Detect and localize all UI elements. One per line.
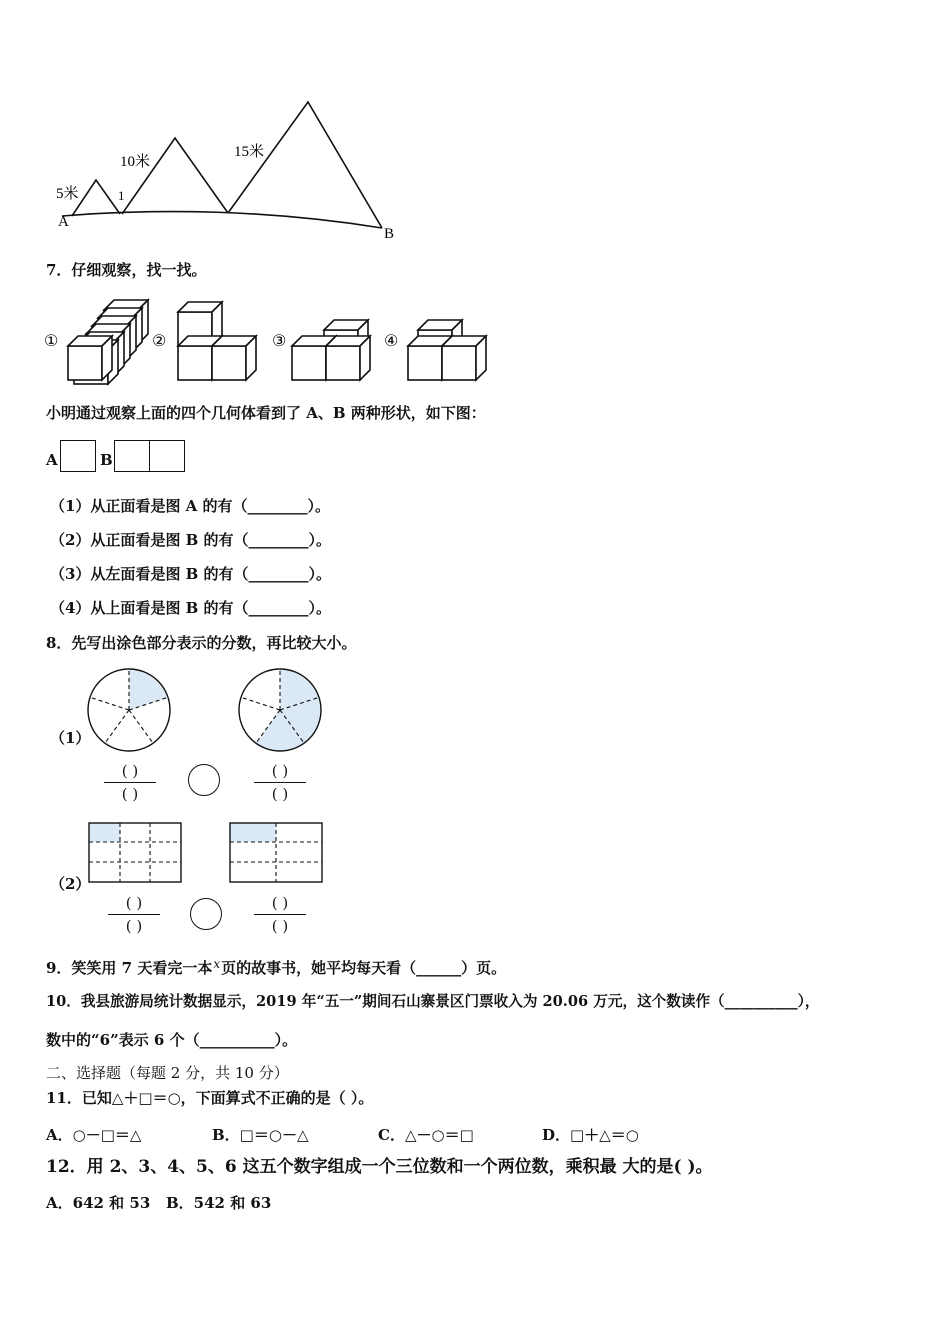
pie-2 [239,669,321,751]
shape-a-label: A [46,451,58,469]
label-1: 1 [118,188,125,203]
marker-2: ② [152,333,167,350]
cube-figure-1 [68,300,148,384]
q7-item-3: （3）从左面看是图 B 的有（________）。 [50,565,332,583]
shape-b-label: B [100,451,113,469]
q8-part2-label: （2） [50,875,91,893]
label-15m: 15米 [234,144,265,160]
fraction-blank-3[interactable] [104,894,164,935]
q11-option-a[interactable]: A．○－□＝△ [46,1126,142,1144]
q10-line2: 数中的“6”表示 6 个（__________）。 [46,1031,298,1049]
q10-line1: 10．我县旅游局统计数据显示，2019 年“五一”期间石山寨景区门票收入为 20.06 万元，这个数读作（__________）， [46,993,820,1010]
q12-option-b[interactable]: B．542 和 63 [166,1194,272,1212]
q7-item-2: （2）从正面看是图 B 的有（________）。 [50,531,332,549]
q11-option-b[interactable]: B．□＝○－△ [212,1126,309,1144]
marker-4: ④ [384,333,399,350]
q9-var: x [213,957,221,971]
fraction-num: ( ) [125,894,143,912]
marker-3: ③ [272,333,287,350]
q7-title: 7．仔细观察，找一找。 [46,261,207,279]
grid-1 [89,823,181,882]
fraction-den: ( ) [271,917,289,935]
q8-part1-label: （1） [50,729,91,747]
label-10m: 10米 [120,154,151,170]
q11-option-d[interactable]: D．□＋△＝○ [542,1126,639,1144]
q12-option-a[interactable]: A．642 和 53 [46,1194,151,1212]
cube-figures [42,296,512,388]
fraction-den: ( ) [125,917,143,935]
fraction-num: ( ) [271,762,289,780]
q7-item-4: （4）从上面看是图 B 的有（________）。 [50,599,332,617]
mountain-middle [122,138,228,214]
pie-charts [84,664,334,756]
label-a: A [58,214,69,230]
compare-circle-2[interactable] [190,898,222,930]
marker-1: ① [44,333,59,350]
cube-figure-2 [178,302,256,380]
fraction-blank-4[interactable] [250,894,310,935]
shape-a-square [60,440,96,472]
mountain-small [72,180,120,216]
q9 [46,958,506,979]
fraction-num: ( ) [121,762,139,780]
fraction-den: ( ) [271,785,289,803]
q9-after: 页的故事书，她平均每天看（______）页。 [221,959,507,977]
compare-circle-1[interactable] [188,764,220,796]
q11-title: 11．已知△＋□＝○，下面算式不正确的是（ ）。 [46,1089,374,1107]
section2-heading: 二、选择题（每题 2 分，共 10 分） [46,1064,289,1082]
q11-option-c[interactable]: C．△－○＝□ [378,1126,474,1144]
shape-b-square-1 [114,440,150,472]
ground-curve [62,212,382,228]
mountain-large [228,102,382,228]
fraction-blank-1[interactable] [100,762,160,803]
q9-before: 9．笑笑用 7 天看完一本 [46,959,213,977]
q7-intro: 小明通过观察上面的四个几何体看到了 A、B 两种形状，如下图： [46,404,486,422]
pie-1 [88,669,170,751]
grid-2 [230,823,322,882]
q8-title: 8．先写出涂色部分表示的分数，再比较大小。 [46,634,357,652]
label-5m: 5米 [56,186,79,202]
label-b: B [384,226,395,240]
mountain-figure [40,90,410,240]
cube-figure-3 [292,320,370,380]
fraction-blank-2[interactable] [250,762,310,803]
cube-figure-4 [408,320,486,380]
fraction-num: ( ) [271,894,289,912]
q12-title: 12．用 2、3、4、5、6 这五个数字组成一个三位数和一个两位数，乘积最 大的是( )。 [46,1157,713,1177]
q7-item-1: （1）从正面看是图 A 的有（________）。 [50,497,331,515]
shape-b-square-2 [150,440,185,472]
fraction-den: ( ) [121,785,139,803]
grid-figures [86,820,326,886]
